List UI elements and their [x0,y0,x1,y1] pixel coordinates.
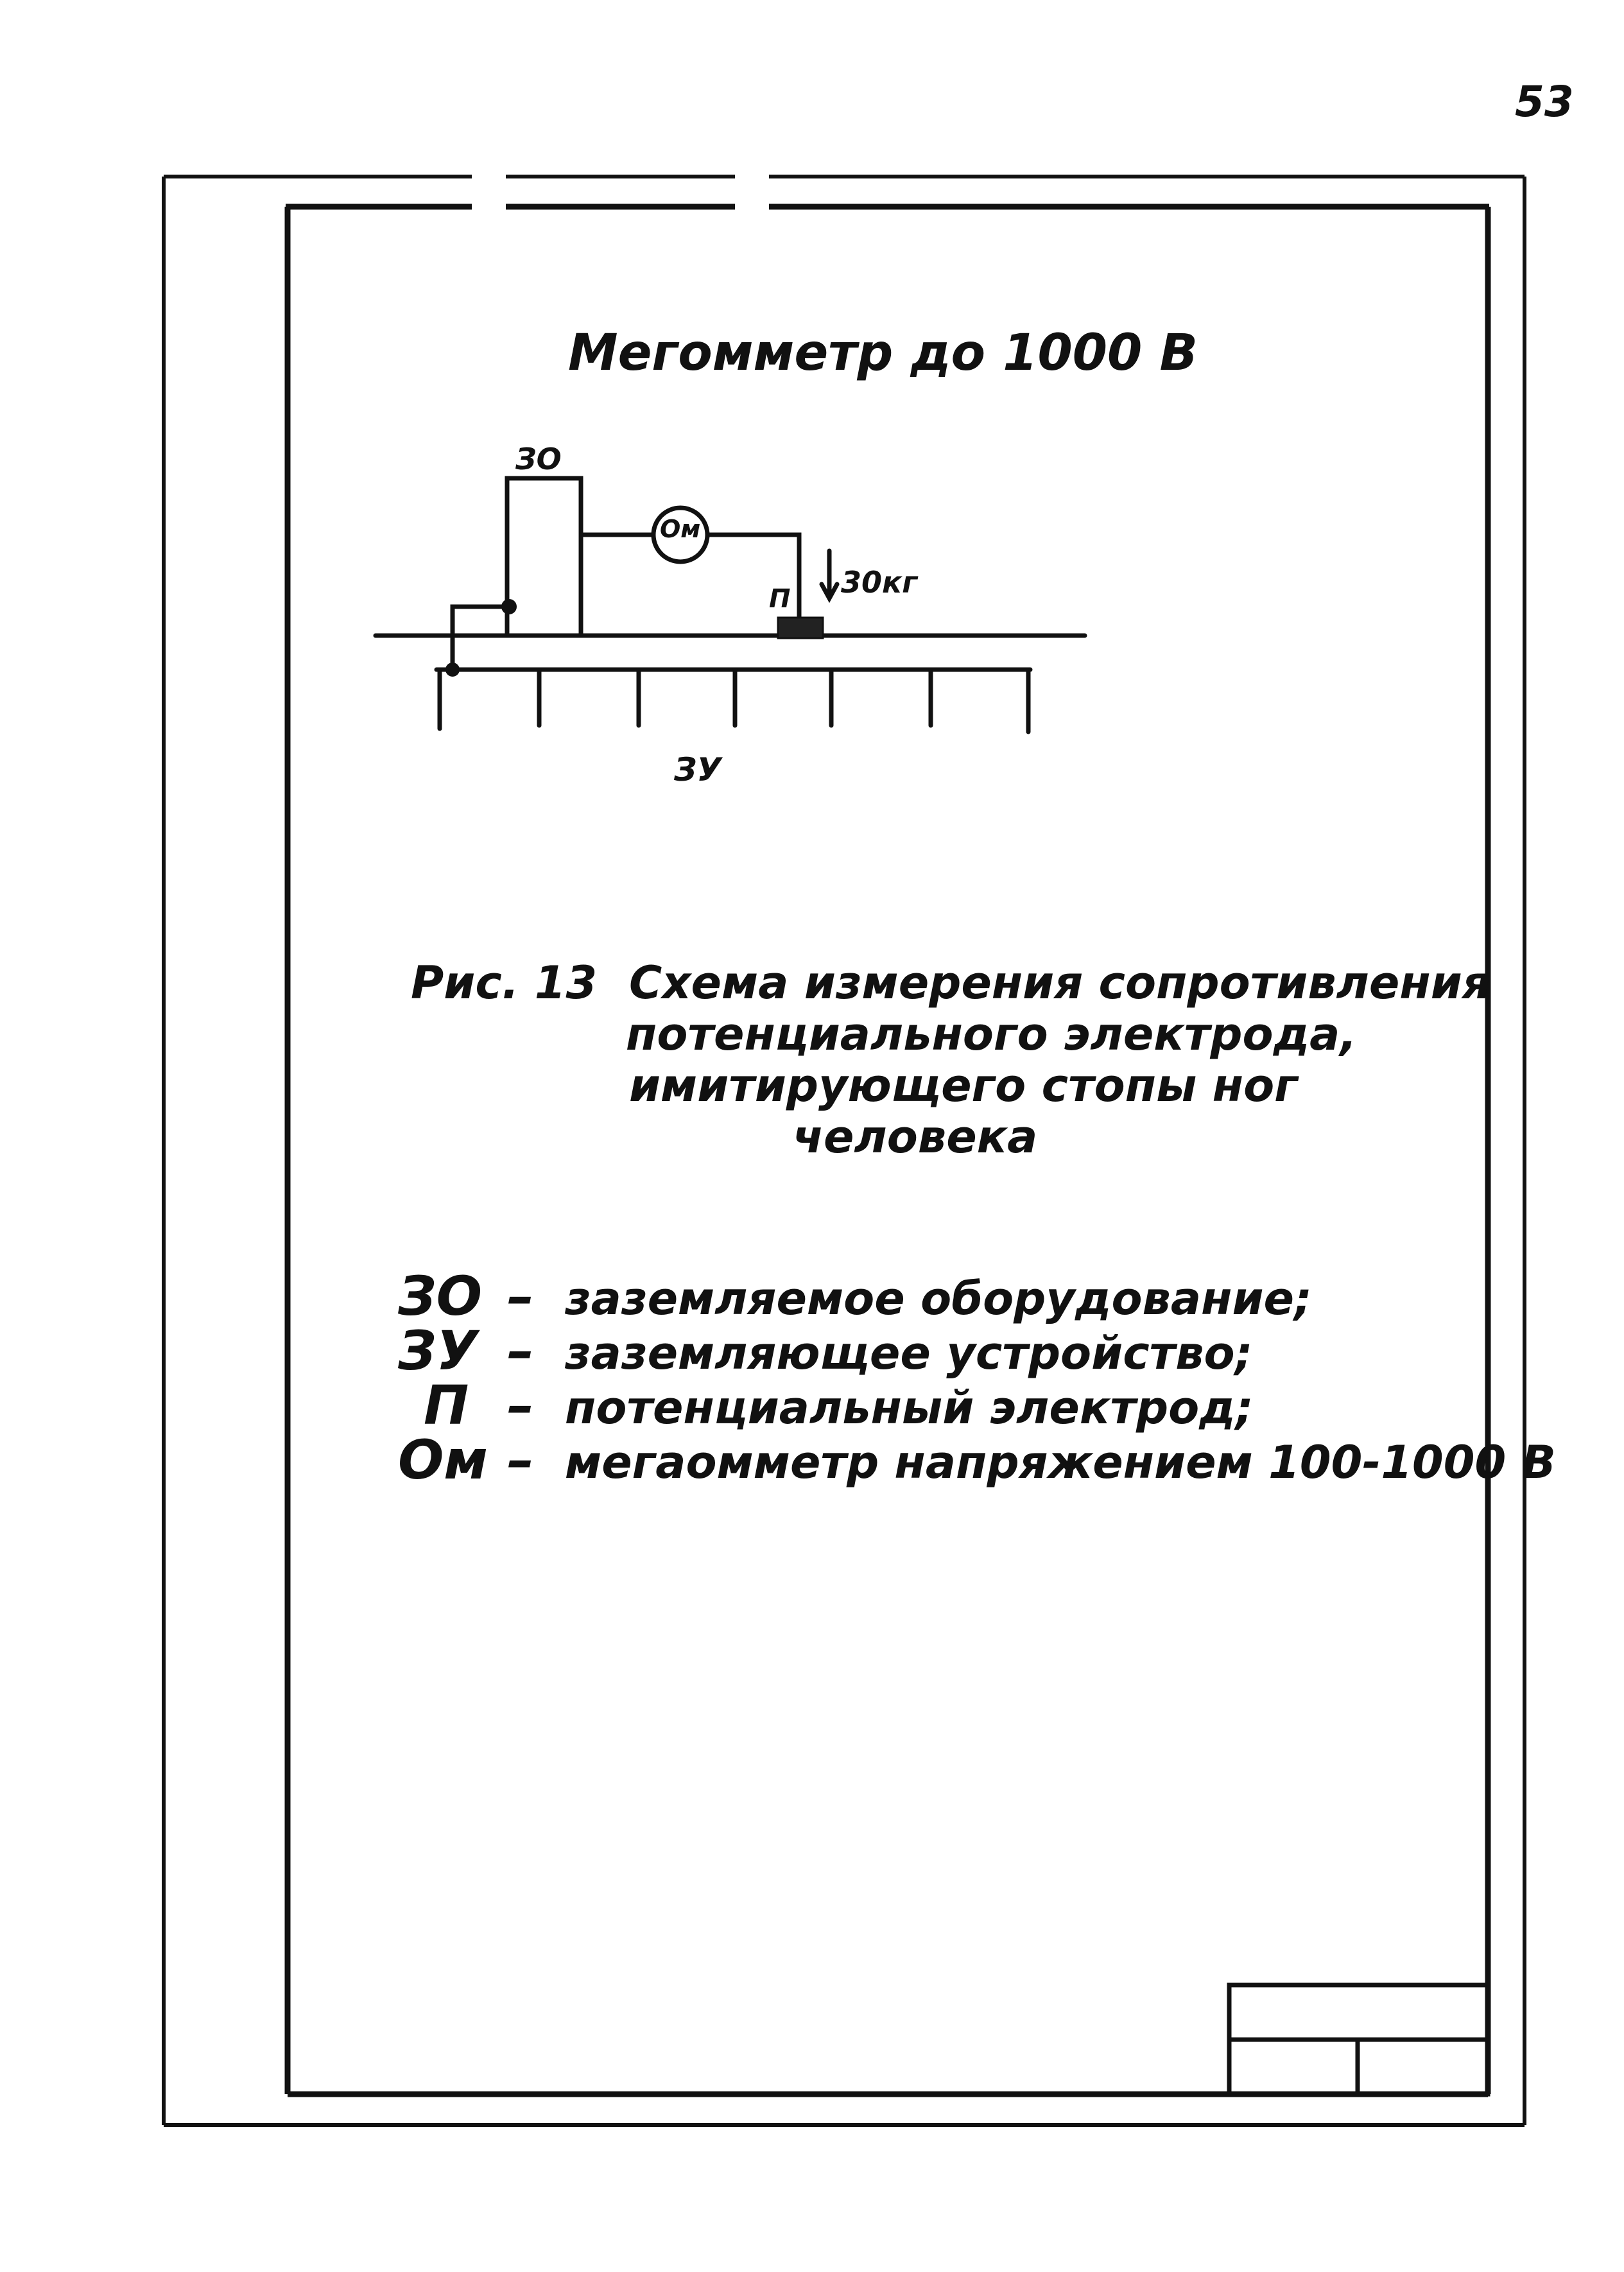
legend-text: потенциальный электрод; [565,1382,1254,1434]
label-electrode: П [769,584,791,614]
legend-text: мегаомметр напряжением 100-1000 В [565,1436,1556,1489]
page-number: 53 [1515,77,1574,126]
caption-line: имитирующего стопы ног [629,1059,1298,1112]
junction-dot [501,599,517,614]
scheme-title: Мегомметр до 1000 В [568,324,1198,382]
legend-abbr: П [424,1374,469,1437]
caption-line: потенциального электрода, [626,1008,1357,1061]
legend-text: заземляющее устройство; [565,1327,1253,1380]
legend-dash: – [507,1319,534,1382]
legend-dash: – [507,1428,534,1491]
label-equipment: ЗО [515,442,562,476]
caption-line: человека [793,1111,1038,1163]
legend-abbr: ЗО [398,1265,483,1328]
legend-text: заземляемое оборудование; [565,1272,1312,1325]
label-meter: Ом [660,515,701,543]
title-block [1229,1985,1488,2094]
label-grounding: ЗУ [674,751,722,788]
legend-abbr: Ом [398,1428,488,1491]
schematic [376,478,1085,732]
junction-dot [445,663,460,677]
figure-number: Рис. 13 [411,957,598,1009]
legend-dash: – [507,1374,534,1437]
potential-electrode-plate [778,618,823,638]
caption-line: Схема измерения сопротивления [629,957,1491,1009]
label-weight: 30кг [841,565,918,600]
legend-dash: – [507,1265,534,1328]
legend-abbr: ЗУ [398,1319,478,1382]
